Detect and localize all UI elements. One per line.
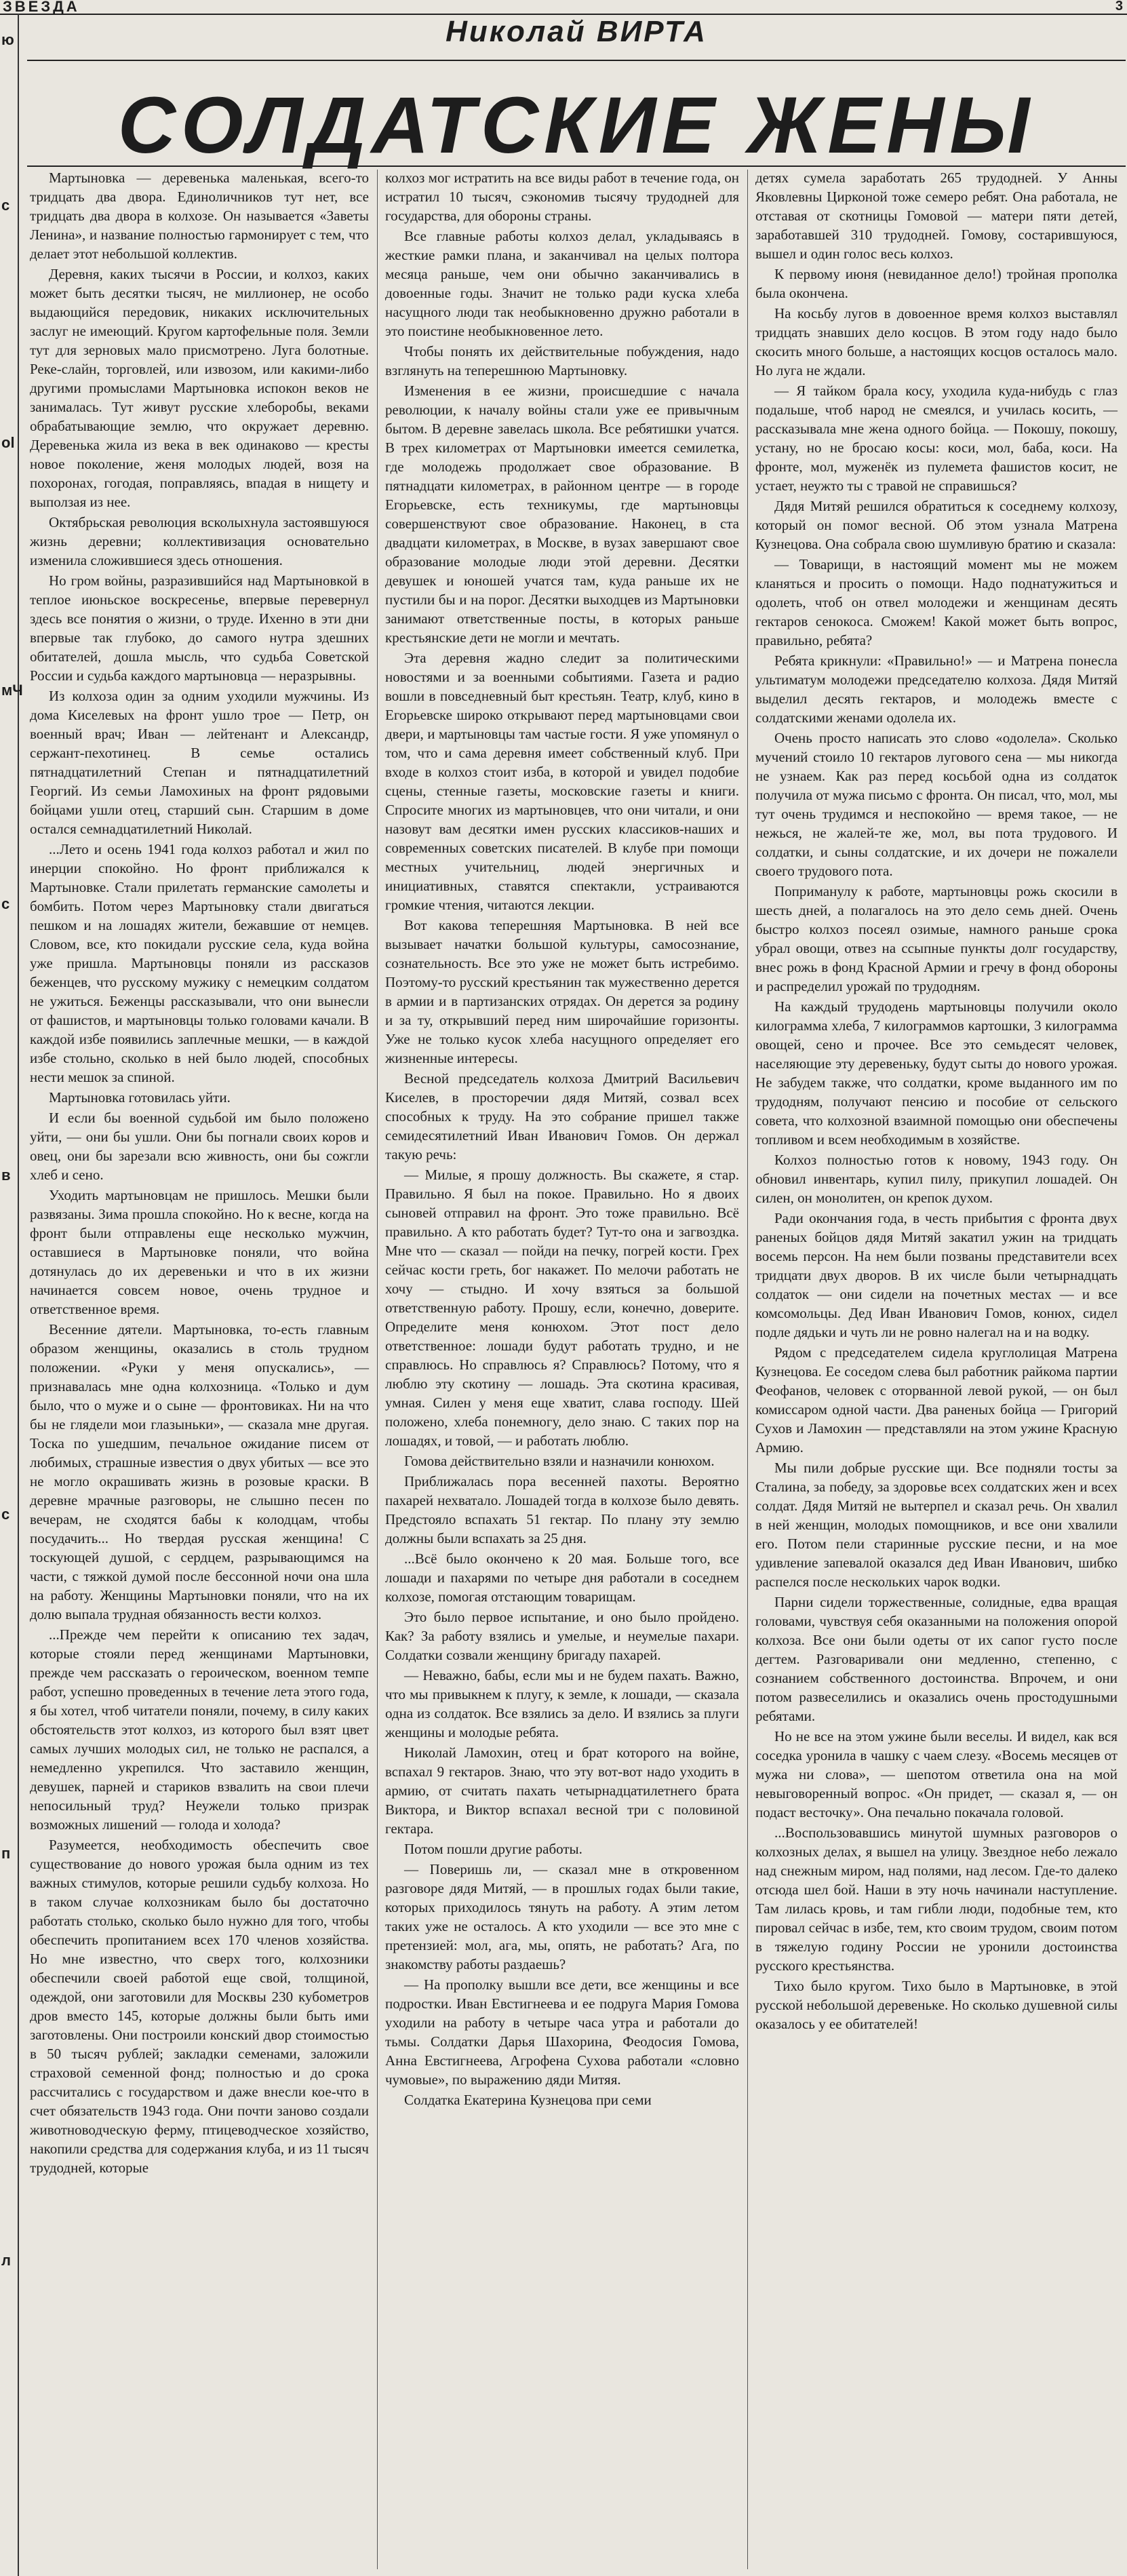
article-paragraph: Николай Ламохин, отец и брат которого на войне, вспахал 9 гектаров. Знаю, что эту вот-вот надо уходить в армию, от считать пахать четырнадцатилетнего брата Виктора, и Виктор вспахал весной три с половиной гектара. xyxy=(385,1744,739,1837)
article-paragraph: Тихо было кругом. Тихо было в Мартыновке, в этой русской небольшой деревеньке. Но сколько душевной силы оказалось у ее обитателей! xyxy=(755,1978,1118,2032)
article-paragraph: Разумеется, необходимость обеспечить свое существование до нового урожая была одним из тех важных стимулов, которые решили судьбу колхоза. Но в таком случае колхозникам было бы достаточно работать столько, сколько было нужно для того, чтобы обеспечить пропитанием всех 170 членов хозяйства. Но мне известно, что сверх того, колхозники обеспечили своей работой еще свой, толщиной, одеждой, они заготовили для Москвы 230 кубометров дров вместо 145, которые должны были быть ими заготовлены. Они построили конский двор стоимостью в 50 тысяч рублей; закладки семенами, заложили страховой семенной фонд; полностью и до срока рассчитались с государством и даже внесли кое-что в счет обязательств 1943 года. Они почти заново создали животноводческую ферму, птицеводческое хозяйство, накопили средства для содержания клуба, и из 11 тысяч трудодней, которые xyxy=(30,1837,369,2176)
edge-fragment: ol xyxy=(1,434,15,451)
article-paragraph: ...Всё было окончено к 20 мая. Больше того, все лошади и пахарями по четыре дня работали в соседнем колхозе, помогая отстающим товарищам. xyxy=(385,1550,739,1605)
article-paragraph: колхоз мог истратить на все виды работ в течение года, он истратил 10 тысяч, сэкономив тысячу трудодней для государства, для обороны страны. xyxy=(385,170,739,224)
article-paragraph: Ребята крикнули: «Правильно!» — и Матрена понесла ультиматум молодежи председателю колхоза. Дядя Митяй выделил десять гектаров, и молодежь вместе с солдатскими женами одолела их. xyxy=(755,652,1118,726)
article-paragraph: И если бы военной судьбой им было положено уйти, — они бы ушли. Они бы погнали своих коров и овец, они бы зарезали всю живность, они бы сожгли хлеб и сено. xyxy=(30,1110,369,1183)
paper-name: ЗВЕЗДА xyxy=(3,0,80,15)
edge-fragment: мЧ xyxy=(1,682,23,699)
article-paragraph: детях сумела заработать 265 трудодней. У Анны Яковлевны Цирконой тоже семеро ребят. Она работала, не отставая от скотницы Гомовой — матери пяти детей, заработавшей 310 трудодней. Гомову, состарившуюся, вышел и один голос весь колхоз. xyxy=(755,170,1118,262)
edge-fragment: л xyxy=(1,2252,11,2269)
article-paragraph: Очень просто написать это слово «одолела». Сколько мучений стоило 10 гектаров лугового сена — мы никогда не узнаем. Как раз перед косьбой одна из солдаток получила от мужа письмо с фронта. Он писал, что, мол, мы тут очень трудимся и неспокойно — время такое, — не нежься, не жалей-те же, мол, вы пота трудового. И солдатки, и сыны солдатские, и их дочери не пожалели своего трудового пота. xyxy=(755,730,1118,879)
edge-fragment: в xyxy=(1,1167,11,1184)
article-paragraph: Из колхоза один за одним уходили мужчины. Из дома Киселевых на фронт ушло трое — Петр, он военный врач; Иван — лейтенант и Александр, сержант-пехотинец. В семье остались пятнадцатилетний Степан и пятнадцатилетний Георгий. Из семьи Ламохиных на фронт рядовыми бойцами ушли отец, старший сын. Старшим в доме остался семнадцатилетний Николай. xyxy=(30,688,369,837)
article-paragraph: Мартыновка готовилась уйти. xyxy=(49,1089,231,1106)
page-number: 3 xyxy=(1115,0,1123,14)
article-paragraph: Но гром войны, разразившийся над Мартыновкой в теплое июньское воскресенье, впервые перевернул здесь все понятия о жизни, о труде. Ихенно в эти дни впервые так глубоко, до самого нутра здешних обитателей, дошла мысль, что судьба Советской России и судьба каждого мартыновца — неразрывны. xyxy=(30,572,369,684)
article-paragraph: — На прополку вышли все дети, все женщины и все подростки. Иван Евстигнеева и ее подруга Мария Гомова уходили на работу в четыре часа утра и работали до тьмы. Солдатки Дарья Шахорина, Феодосия Гомова, Анна Евстигнеева, Агрофена Сухова работали «словно чумовые», по выражению дяди Митяя. xyxy=(385,1976,739,2088)
article-paragraph: ...Лето и осень 1941 года колхоз работал и жил по инерции спокойно. Но фронт приближался к Мартыновке. Стали прилетать германские самолеты и бомбить. Потом через Мартыновку стали двигаться пешком и на лошадях жители, бежавшие от немцев. Словом, все, кто покидали русские села, куда война уже пришла. Мартыновцы поняли из рассказов беженцев, что русскому мужику с немецким солдатом не ужиться. Беженцы рассказывали, что они вынесли от фашистов, и мартыновцы только головами качали. В каждой избе появились заплечные мешки, — в каждой избе стольно, сколько в ней было людей, способных нести мешок за спиной. xyxy=(30,841,369,1085)
article-paragraph: Колхоз полностью готов к новому, 1943 году. Он обновил инвентарь, купил пилу, прикупил лошадей. Он силен, он монолитен, он крепок духом. xyxy=(755,1152,1118,1206)
edge-fragment: ю xyxy=(1,31,14,48)
article-column-1 xyxy=(30,168,369,2569)
article-paragraph: — Я тайком брала косу, уходила кудa-нибудь с глаз подальше, чтоб народ не смеялся, и училась косить, — рассказывала мне жена одного бойца. — Покошу, покошу, устану, но не бросаю косы: коси, мол, баба, коси. На фронте, мол, муженёк из пулемета фашистов косит, не устает, неужто ты с травой не справишься? xyxy=(755,383,1118,494)
masthead xyxy=(0,0,1127,15)
edge-fragment: с xyxy=(1,197,10,214)
article-paragraph: Рядом с председателем сидела круглолицая Матрена Кузнецова. Ее соседом слева был работник райкома партии Феофанов, человек с оторванной левой рукой, — он был комиссаром одной части. Два раненых бойца — Григорий Сухов и Ламохин — представляли на этом ужине Красную Армию. xyxy=(755,1344,1118,1456)
article-paragraph: — Поверишь ли, — сказал мне в откровенном разговоре дядя Митяй, — в прошлых годах были такие, которых приходилось тянуть на работу. А этим летом таких уже не осталось. А кто уходили — все это мне с претензией: мол, ага, мы, опять, не работать? Ага, по знакомству работы раздаешь? xyxy=(385,1861,739,1972)
article-paragraph: Мы пили добрые русские щи. Все подняли тосты за Сталина, за победу, за здоровье всех солдатских жен и всех солдат. Дядя Митяй не вытерпел и сказал речь. Он хвалил в ней женщин, молодых помощников, и все они хвалили его. Потом пели старинные русские песни, и на мое удивление запевалой оказался дед Иван Иванович, шибко распелся после нескольких чарок водки. xyxy=(755,1460,1118,1590)
article-paragraph: ...Воспользовавшись минутой шумных разговоров о колхозных делах, я вышел на улицу. Звездное небо лежало над снежным миром, над полями, над лесом. Где-то далеко отсюда шел бой. Наши в эту ночь начинали наступление. Там лилась кровь, и там гибли люди, подобные тем, кто пировал сейчас в избе, тем, кто своим трудом, своим потом в тяжелую годину России не уронили достоинства русского крестьянства. xyxy=(755,1824,1118,1974)
article-paragraph: Потом пошли другие работы. xyxy=(404,1841,582,1857)
edge-fragment: п xyxy=(1,1845,11,1862)
article-paragraph: Дядя Митяй решился обратиться к соседнему колхозу, который он помог весной. Об этом узнала Матрена Кузнецова. Она собрала свою шумливую братию и сказала: xyxy=(755,498,1118,552)
article-paragraph: Весенние дятели. Мартыновка, то-есть главным образом женщины, оказались в столь трудном положении. «Руки у меня опускались», — признавалась мне одна колхозница. «Только и дум было, что о муже и о сыне — фронтовиках. Ни на что бы не глядели мои глазыньки», — сказала мне другая. Тоска по ушедшим, печальное ожидание писем от любимых, страшные известия о двух убитых — все это не могло окрашивать жизнь в розовые краски. В деревне мрачные разговоры, не слышно песен по вечерам, не сходятся бабы к колодцам, чтобы посудачить... Но твердая русская женщина! С тоскующей душой, с сердцем, разрывающимся на части, с тяжкой думой после бессонной ночи она шла на работу. Женщины Мартыновки поняли, что на их долю выпала трудная обязанность вести колхоз. xyxy=(30,1321,369,1622)
article-paragraph: На косьбу лугов в довоенное время колхоз выставлял тридцать знавших дело косцов. В этом году надо было скосить много больше, а настоящих косцов осталось мало. Но луга не ждали. xyxy=(755,305,1118,378)
article-paragraph: Ради окончания года, в честь прибытия с фронта двух раненых бойцов дядя Митяй закатил ужин на тридцать восемь персон. На нем были позваны представители всех тридцати двух дворов. В их числе были четырнадцать солдаток — они сидели на почетных местах — и все комсомольцы. Дед Иван Иванович Гомов, конюх, сидел подле дядьки и чуть ли не ровно налегал на и на водку. xyxy=(755,1210,1118,1340)
article-paragraph: Уходить мартыновцам не пришлось. Мешки были развязаны. Зима прошла спокойно. Но к весне, когда на фронт были отправлены еще несколько мужчин, оставшиеся в Мартыновке поняли, что война дотянулась до их деревеньки и что в их жизни начинается совсем новое, очень трудное и ответственное время. xyxy=(30,1187,369,1317)
article-paragraph: Изменения в ее жизни, происшедшие с начала революции, к началу войны стали уже ее привычным бытом. В деревне завелась школа. Все ребятишки учатся. В трех километрах от Мартыновки имеется семилетка, где молодежь продолжает свое образование. В пятнадцати километрах, в районном центре — в городе Егорьевске, есть техникумы, где мартыновцы совершенствуют свое образование. Наконец, в ста двадцати километрах, в Москве, в вузах завершают свое образование молодые люди этой деревни. Десятки девушек и юношей учатся там, куда раньше их не пустили бы и на порог. Десятки выходцев из Мартыновки занимают ответственные посты, в которых раньше крестьянские дети не могли и мечтать. xyxy=(385,383,739,646)
column-divider xyxy=(377,170,378,2569)
edge-fragment: с xyxy=(1,895,10,912)
article-column-2 xyxy=(385,168,739,2569)
article-paragraph: — Милые, я прошу должность. Вы скажете, я стар. Правильно. Я был на покое. Правильно. Но я двоих сыновей отправил на фронт. Это тоже правильно. Всё правильно. А кто работать будет? Тут-то она и загвоздка. Мне что — сказал — пойди на печку, погрей кости. Грех сейчас кости греть, бог накажет. По мелочи работать не хочу — стыдно. И хочу взяться за большой ответственную работу. Прошу, если, конечно, доверите. Определите меня конюхом. Этот пост дело ответственное: лошади будут работать трудно, и не справлюсь. Но справлюсь я? Справлюсь? Потому, что я люблю эту скотину — лошадь. Эта скотина красивая, умная. Силен у меня еще хватит, слава господу. Шей положено, хлеба понемногу, дело знаю. С таких пор на лошадях, и товой, — и работать люблю. xyxy=(385,1167,739,1449)
article-paragraph: Деревня, каких тысячи в России, и колхоз, каких может быть десятки тысяч, не миллионер, не особо выдающийся передовик, никаких исключительных заслуг не имеющий. Кругом картофельные поля. Земли тут для зерновых мало присмотрено. Луга болотные. Реке-слайн, торговлей, или извозом, или какими-либо другими промыслами Мартыновка испокон веков не занималась. Тут живут русские хлеборобы, веками обрабатывающие землю, что окружает деревню. Деревенька жила из века в век одинаково — кресты новое поколение, женя молодых людей, возя на похоронах, гогодая, поправляясь, впадая в нищету и выползая из нее. xyxy=(30,266,369,510)
header-rule-bottom xyxy=(27,165,1126,167)
article-author: Николай ВИРТА xyxy=(446,15,707,48)
edge-fragment: с xyxy=(1,1506,10,1523)
column-divider xyxy=(747,170,748,2569)
article-paragraph: — Товарищи, в настоящий момент мы не можем кланяться и просить о помощи. Надо поднатужиться и одолеть, чтоб он отвел молодежи и женщинам десять гектаров сенокоса. Сможем! Какой может быть вопрос, правильно, ребята? xyxy=(755,556,1118,648)
article-paragraph: Вот какова теперешняя Мартыновка. В ней все вызывает начатки большой культуры, самосознание, сознательность. Все это уже не может быть истребимо. Поэтому-то русский крестьянин так мужественно дерется в армии и в партизанских отрядах. Он дерется за родину и за ту, открывший перед ним широчайшие горизонты. Уже не только кусок хлеба насущного определяет его жизненные интересы. xyxy=(385,917,739,1066)
article-paragraph: Гомова действительно взяли и назначили конюхом. xyxy=(404,1453,715,1469)
article-column-3 xyxy=(755,168,1118,2569)
article-paragraph: К первому июня (невиданное дело!) тройная прополка была окончена. xyxy=(755,266,1118,301)
article-paragraph: Приближалась пора весенней пахоты. Вероятно пахарей нехватало. Лошадей тогда в колхозе было девять. Предстояло вспахать 51 гектар. По плану эту землю должны были вспахать за 25 дня. xyxy=(385,1473,739,1546)
article-paragraph: — Неважно, бабы, если мы и не будем пахать. Важно, что мы привыкнем к плугу, к земле, к лошади, — сказала одна из солдаток. Все взялись за дело. И взялись за плуги женщины и молодые ребята. xyxy=(385,1667,739,1740)
article-paragraph: Эта деревня жадно следит за политическими новостями и за военными событиями. Газета и радио вошли в повседневный быт крестьян. Театр, клуб, кино в Егорьевске широко открывают перед мартыновцами свои двери, и мартыновцы там частые гости. Я уже упомянул о том, что и сама деревня имеет собственный клуб. При входе в колхоз стоит изба, в которой и увидел подобие сцены, стенные газеты, московские газеты и книги. Спросите многих из мартыновцев, что они читали, и они назовут вам десятки имен русских классиков-наших и современных советских писателей. В клубе при помощи местных учительниц, людей энергичных и инициативных, ставятся спектакли, устраиваются громкие чтения, читаются лекции. xyxy=(385,650,739,913)
article-paragraph: Весной председатель колхоза Дмитрий Васильевич Киселев, в просторечии дядя Митяй, созвал всех способных к труду. На это собрание пришел также семидесятилетний Иван Иванович Гомов. Он держал такую речь: xyxy=(385,1070,739,1163)
article-paragraph: Чтобы понять их действительные побуждения, надо взглянуть на теперешнюю Мартыновку. xyxy=(385,343,739,378)
article-paragraph: ...Прежде чем перейти к описанию тех задач, которые стояли перед женщинами Мартыновки, прежде чем рассказать о героическом, военном темпе работ, успешно проведенных в течение лета этого года, я бы хотел, чтоб читатели поняли, почему, в силу каких обстоятельств этот колхоз, из которого был взят цвет самых лучших молодых сил, не только не распался, а немедленно укрепился. Что заставило женщин, девушек, парней и стариков взвалить на свои плечи непосильный труд? Неужели только призрак возможных лишений — голода и холода? xyxy=(30,1626,369,1833)
article-title: СОЛДАТСКИЕ ЖЕНЫ xyxy=(117,81,1035,170)
article-paragraph: Парни сидели торжественные, солидные, едва вращая головами, чувствуя себя оказанными на положения опорой колхоза. Все они были одеты от их сапог густо после дегтем. Разговаривали они медленно, степенно, с сознанием собственного достоинства. Впрочем, и они потом развеселились и оказались очень простодушными ребятами. xyxy=(755,1594,1118,1724)
article-paragraph: Октябрьская революция всколыхнула застоявшуюся жизнь деревни; коллективизация основательно изменила сложившиеся здесь отношения. xyxy=(30,514,369,568)
article-paragraph: Все главные работы колхоз делал, укладываясь в жесткие рамки плана, и заканчивал на целых полтора месяца раньше, чем они обычно заканчивались в довоенные годы. Значит не только ради куска хлеба насущного люди так необыкновенно дружно работали в это поистине необыкновенное лето. xyxy=(385,228,739,339)
article-paragraph: Это было первое испытание, и оно было пройдено. Как? За работу взялись и умелые, и неумелые пахари. Солдатки созвали женщину бригаду пахарей. xyxy=(385,1609,739,1663)
adjacent-page-edge xyxy=(0,14,23,2576)
header-rule-top xyxy=(27,60,1126,61)
article-paragraph: Но не все на этом ужине были веселы. И видел, как вся соседка уронила в чашку с чаем слезу. «Восемь месяцев от мужа ни слова», — шепотом ответила она на мой невыговоренный вопрос. «Он придет, — сказал я, — он подаст весточку». Она печально покачала головой. xyxy=(755,1728,1118,1820)
article-paragraph: Солдатка Екатерина Кузнецова при семи xyxy=(404,2092,652,2108)
article-paragraph: На каждый трудодень мартыновцы получили около килограмма хлеба, 7 килограммов картошки, 3 килограмма овощей, сено и прочее. Все это семьдесят человек, населяющие эту деревеньку, будут сыты до нового урожая. Не забудем также, что солдатки, кроме выданного им по трудодням, получают пенсию и пособие от сельского совета, что колхозной взаимной помощью они обеспечены топливом и всем необходимым в хозяйстве. xyxy=(755,998,1118,1148)
article-paragraph: Поприманулу к работе, мартыновцы рожь скосили в шесть дней, а полагалось на это дело семь дней. Очень быстро колхоз посеял озимые, намного раньше срока убрал овощи, отвез на ссыпные пункты долг государству, внес рожь в фонд Красной Армии и гречу в фонд обороны и распределил урожай по трудодням. xyxy=(755,883,1118,994)
article-paragraph: Мартыновка — деревенька маленькая, всего-то тридцать два двора. Единоличников тут нет, все тридцать два двора в колхозе. Он называется «Заветы Ленина», и название полностью гармонирует с тем, что делает этот небольшой коллектив. xyxy=(30,170,369,262)
